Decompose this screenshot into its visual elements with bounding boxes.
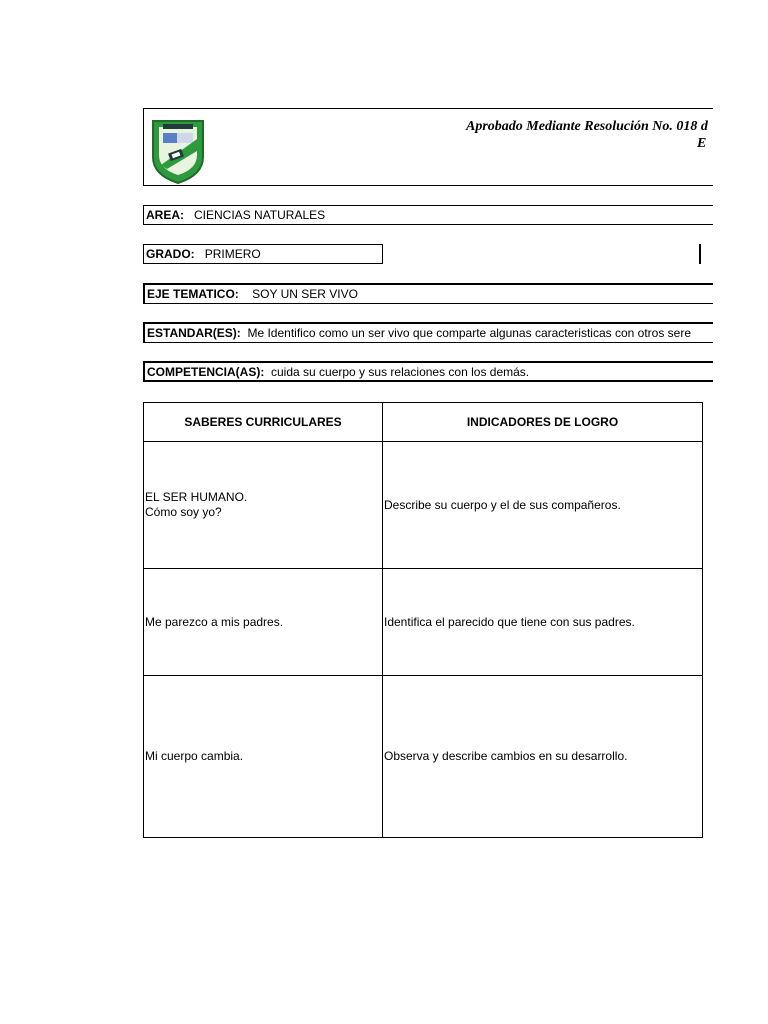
document-header	[143, 108, 713, 186]
estandar-field	[143, 322, 713, 343]
saber-cell	[144, 442, 383, 569]
area-value: CIENCIAS NATURALES	[194, 208, 326, 222]
grado-label: GRADO:	[146, 247, 195, 261]
approval-resolution-text-line2: E	[697, 136, 707, 151]
competencia-field	[143, 361, 713, 382]
table-row	[144, 676, 703, 838]
area-field	[143, 205, 713, 225]
table-row	[144, 569, 703, 676]
estandar-label: ESTANDAR(ES):	[147, 326, 241, 340]
indicador-cell: Observa y describe cambios en su desarrollo.	[383, 676, 703, 838]
indicadores-header: INDICADORES DE LOGRO	[383, 403, 703, 442]
grado-field	[143, 244, 383, 264]
area-label: AREA:	[146, 208, 184, 222]
competencia-label: COMPETENCIA(AS):	[147, 365, 265, 379]
eje-value: SOY UN SER VIVO	[252, 287, 358, 301]
grado-value: PRIMERO	[204, 247, 261, 261]
estandar-value: Me Identifico como un ser vivo que comparte algunas caracteristicas con otros sere	[247, 326, 691, 340]
cell-border-fragment	[699, 244, 701, 264]
eje-label: EJE TEMATICO:	[147, 287, 239, 301]
curriculum-table	[143, 402, 703, 838]
indicador-cell: Describe su cuerpo y el de sus compañeros.	[383, 442, 703, 569]
school-shield-logo	[149, 117, 207, 185]
competencia-value: cuida su cuerpo y sus relaciones con los demás.	[271, 365, 530, 379]
saber-cell: Me parezco a mis padres.	[144, 569, 383, 676]
eje-tematico-field	[143, 283, 713, 304]
approval-resolution-text: Aprobado Mediante Resolución No. 018 d	[466, 119, 708, 134]
saberes-header: SABERES CURRICULARES	[144, 403, 383, 442]
saber-text: Cómo soy yo?	[145, 505, 222, 519]
saber-text: EL SER HUMANO.	[145, 490, 248, 504]
saber-cell: Mi cuerpo cambia.	[144, 676, 383, 838]
indicador-cell: Identifica el parecido que tiene con sus padres.	[383, 569, 703, 676]
table-row	[144, 442, 703, 569]
table-header-row	[144, 403, 703, 442]
